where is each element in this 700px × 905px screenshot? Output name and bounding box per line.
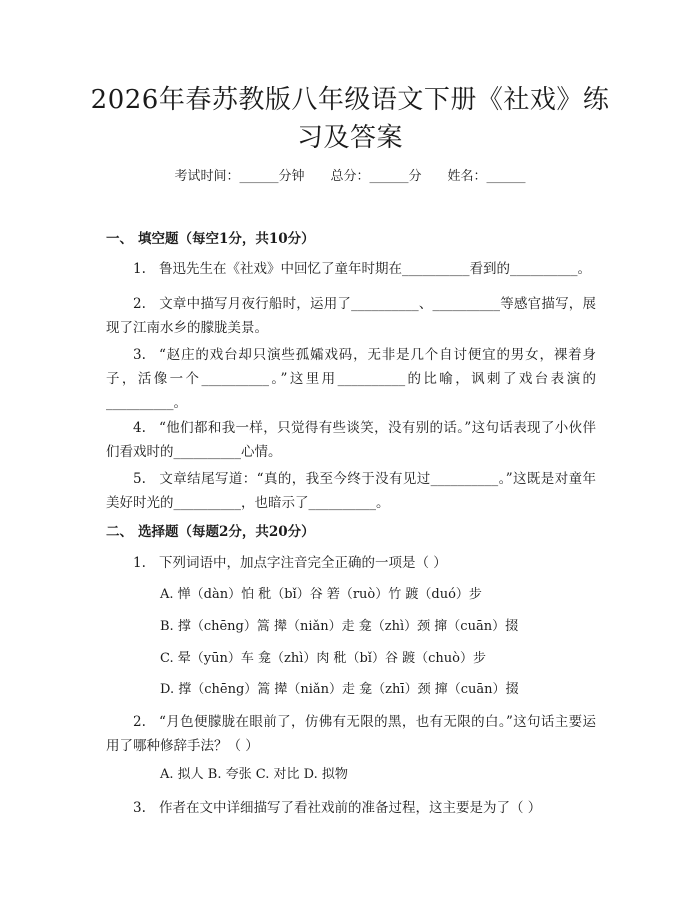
section-1-number: 一、 bbox=[106, 231, 133, 247]
exam-score: 总分：______分 bbox=[330, 169, 422, 184]
document-title-line2: 习及答案 bbox=[296, 123, 403, 153]
question-number: 2. bbox=[133, 296, 146, 312]
fill-question-4 bbox=[106, 416, 596, 464]
question-text: 文章结尾写道：“真的，我至今终于没有见过__________。”这既是对童年美好时光的__________，也暗示了__________。 bbox=[106, 471, 596, 511]
choice-question-3 bbox=[106, 796, 596, 820]
question-number: 1. bbox=[133, 261, 146, 277]
section-2-title: 选择题（每题2分，共20分） bbox=[138, 524, 315, 540]
choice-option-a: A. 惮（dàn）怕 秕（bǐ）谷 箬（ruò）竹 踱（duó）步 bbox=[160, 587, 482, 602]
question-text: 作者在文中详细描写了看社戏前的准备过程，这主要是为了（ ） bbox=[159, 800, 542, 816]
question-number: 3. bbox=[133, 800, 146, 816]
section-1-title: 填空题（每空1分，共10分） bbox=[138, 231, 315, 247]
question-text: “月色便朦胧在眼前了，仿佛有无限的黑，也有无限的白。”这句话主要运用了哪种修辞手法？（ ） bbox=[106, 714, 596, 754]
exam-name: 姓名：______ bbox=[447, 169, 526, 184]
choice-option-d: D. 撑（chēng）篙 撵（niǎn）走 龛（zhī）颈 撺（cuān）掇 bbox=[160, 682, 519, 697]
question-number: 4. bbox=[133, 420, 146, 436]
question-text: “赵庄的戏台却只演些孤孀戏码，无非是几个自讨便宜的男女，裸着身子，活像一个__________。”这里用__________的比喻，讽刺了戏台表演的__________。 bbox=[106, 347, 596, 411]
fill-question-5 bbox=[106, 467, 596, 515]
document-title-line1: 2026年春苏教版八年级语文下册《社戏》练 bbox=[90, 85, 610, 115]
choice-option-b: B. 撑（chēng）篙 撵（niǎn）走 龛（zhì）颈 撺（cuān）掇 bbox=[160, 619, 519, 634]
fill-question-1 bbox=[106, 257, 596, 281]
exam-meta bbox=[0, 167, 700, 187]
question-text: 下列词语中，加点字注音完全正确的一项是（ ） bbox=[159, 555, 447, 571]
question-number: 5. bbox=[133, 471, 146, 487]
exam-time: 考试时间：______分钟 bbox=[174, 169, 305, 184]
question-number: 2. bbox=[133, 714, 146, 730]
choice-option-c: C. 晕（yūn）车 龛（zhì）肉 秕（bǐ）谷 踱（chuò）步 bbox=[160, 651, 486, 666]
question-text: “他们都和我一样，只觉得有些谈笑，没有别的话。”这句话表现了小伙伴们看戏时的__________心情。 bbox=[106, 420, 596, 460]
section-1-heading bbox=[106, 229, 315, 249]
question-number: 1. bbox=[133, 555, 146, 571]
choice-question-2 bbox=[106, 710, 596, 758]
question-text: 鲁迅先生在《社戏》中回忆了童年时期在__________看到的__________。 bbox=[159, 261, 591, 277]
choice-q2-options: A. 拟人 B. 夸张 C. 对比 D. 拟物 bbox=[160, 767, 348, 782]
fill-question-2 bbox=[106, 292, 596, 340]
question-text: 文章中描写月夜行船时，运用了__________、__________等感官描写，展现了江南水乡的朦胧美景。 bbox=[106, 296, 596, 336]
fill-question-3 bbox=[106, 343, 596, 415]
section-2-number: 二、 bbox=[106, 524, 133, 540]
question-number: 3. bbox=[133, 347, 146, 363]
section-2-heading bbox=[106, 522, 315, 542]
choice-question-1 bbox=[106, 551, 596, 575]
